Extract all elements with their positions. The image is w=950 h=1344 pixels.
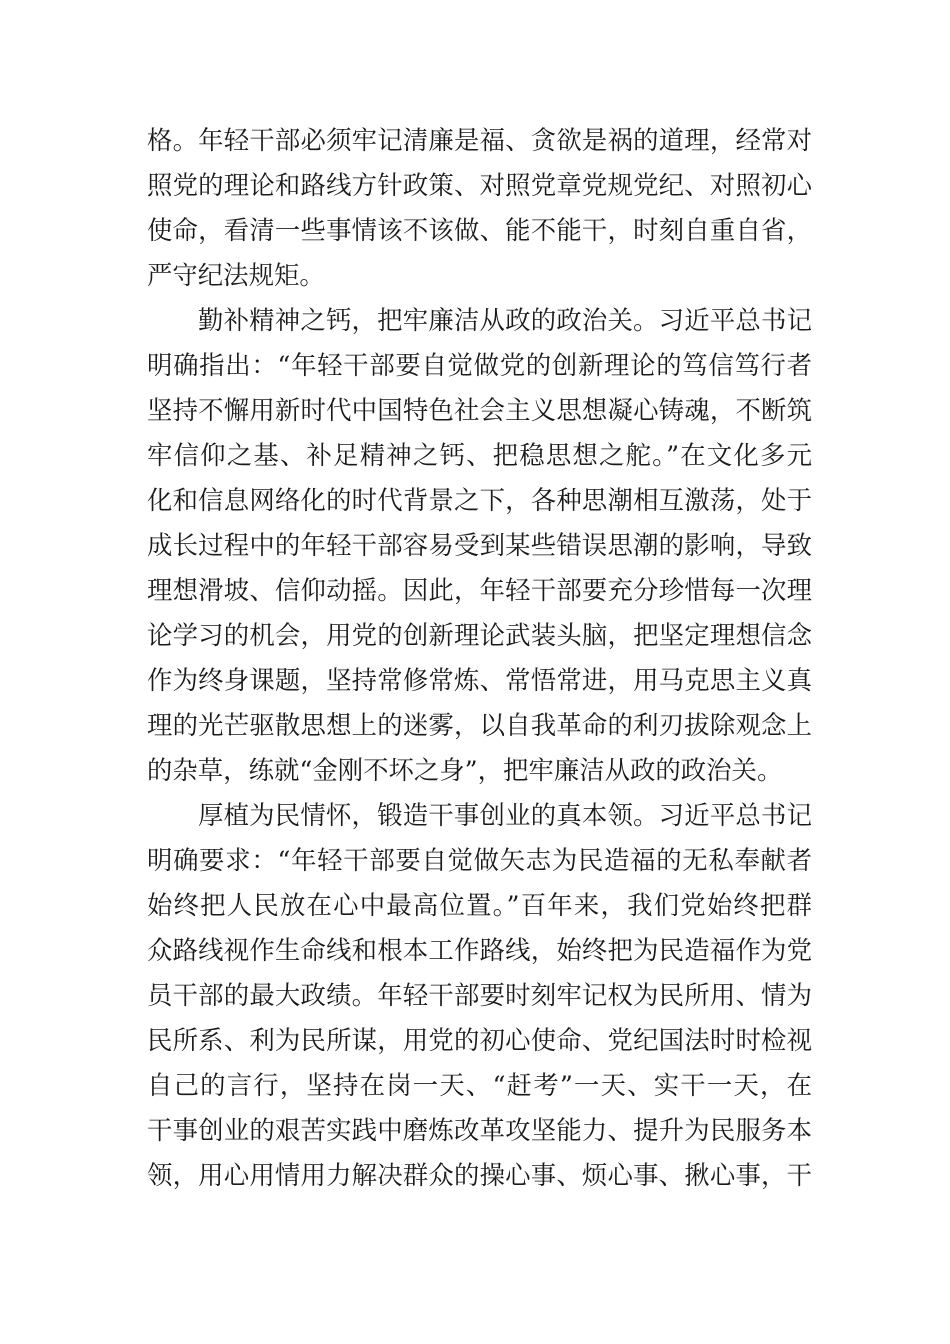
text-line: 理的光芒驱散思想上的迷雾，以自我革命的利刃拔除观念上 <box>147 710 812 740</box>
text-line: 勤补精神之钙，把牢廉洁从政的政治关。习近平总书记 <box>198 305 812 335</box>
text-line: 照党的理论和路线方针政策、对照党章党规党纪、对照初心 <box>147 170 812 200</box>
text-line: 的杂草，练就“金刚不坏之身”，把牢廉洁从政的政治关。 <box>147 755 783 785</box>
text-line: 使命，看清一些事情该不该做、能不能干，时刻自重自省， <box>147 215 812 245</box>
paragraph-1 <box>147 118 812 298</box>
text-line: 严守纪法规矩。 <box>147 260 325 290</box>
text-line: 干事创业的艰苦实践中磨炼改革攻坚能力、提升为民服务本 <box>147 1115 812 1145</box>
text-line: 民所系、利为民所谋，用党的初心使命、党纪国法时时检视 <box>147 1025 812 1055</box>
text-line: 自己的言行，坚持在岗一天、“赶考”一天、实干一天，在 <box>147 1070 812 1100</box>
text-line: 始终把人民放在心中最高位置。”百年来，我们党始终把群 <box>147 890 812 920</box>
text-line: 格。年轻干部必须牢记清廉是福、贪欲是祸的道理，经常对 <box>147 125 812 155</box>
text-line: 众路线视作生命线和根本工作路线，始终把为民造福作为党 <box>147 935 812 965</box>
body-text <box>147 118 812 1198</box>
text-line: 化和信息网络化的时代背景之下，各种思潮相互激荡，处于 <box>147 485 812 515</box>
paragraph-2 <box>147 298 812 793</box>
text-line: 厚植为民情怀，锻造干事创业的真本领。习近平总书记 <box>198 800 812 830</box>
text-line: 明确指出：“年轻干部要自觉做党的创新理论的笃信笃行者 <box>147 350 812 380</box>
text-line: 坚持不懈用新时代中国特色社会主义思想凝心铸魂，不断筑 <box>147 395 812 425</box>
paragraph-3 <box>147 793 812 1198</box>
text-line: 论学习的机会，用党的创新理论武装头脑，把坚定理想信念 <box>147 620 812 650</box>
text-line: 领，用心用情用力解决群众的操心事、烦心事、揪心事，干 <box>147 1160 812 1190</box>
text-line: 理想滑坡、信仰动摇。因此，年轻干部要充分珍惜每一次理 <box>147 575 812 605</box>
text-line: 明确要求：“年轻干部要自觉做矢志为民造福的无私奉献者 <box>147 845 812 875</box>
text-line: 成长过程中的年轻干部容易受到某些错误思潮的影响，导致 <box>147 530 812 560</box>
text-line: 牢信仰之基、补足精神之钙、把稳思想之舵。”在文化多元 <box>147 440 812 470</box>
text-line: 作为终身课题，坚持常修常炼、常悟常进，用马克思主义真 <box>147 665 812 695</box>
text-line: 员干部的最大政绩。年轻干部要时刻牢记权为民所用、情为 <box>147 980 812 1010</box>
